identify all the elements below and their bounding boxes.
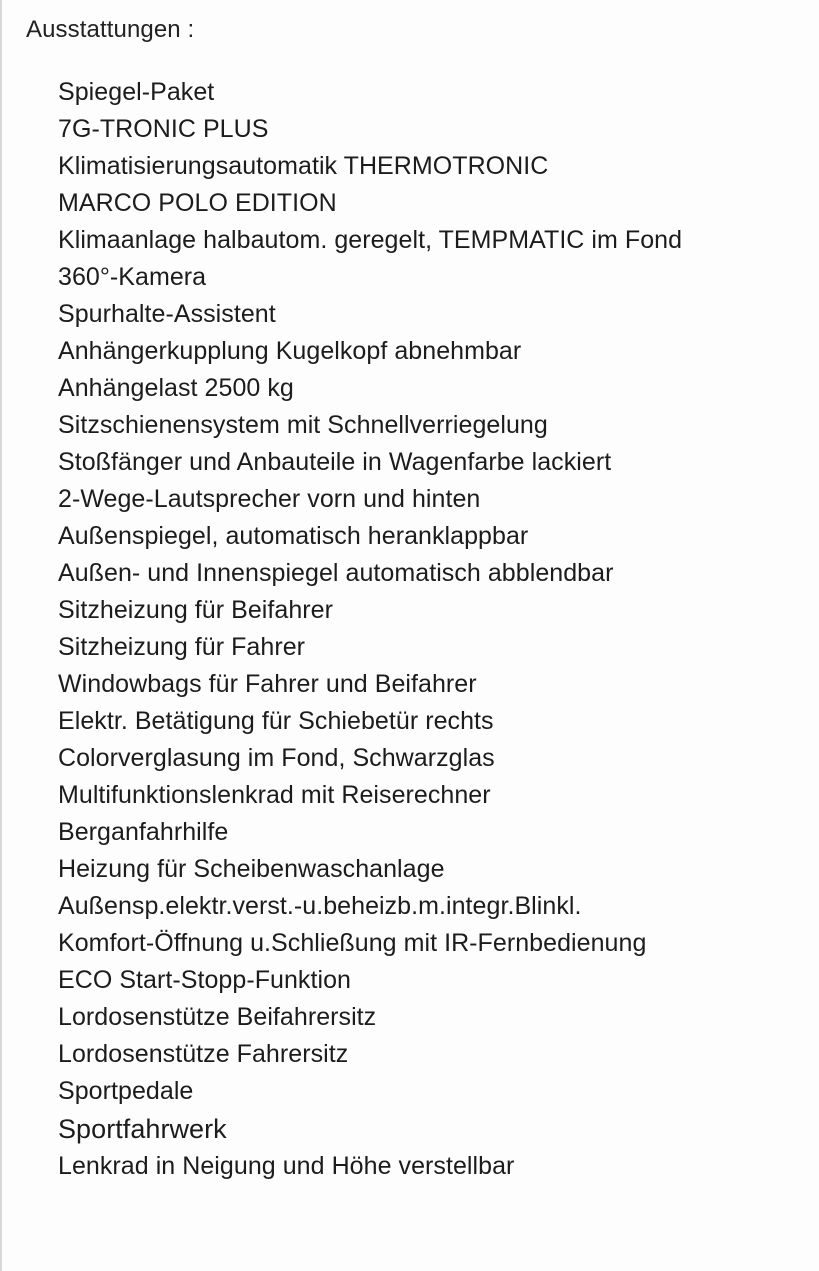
equipment-item: Komfort-Öffnung u.Schließung mit IR-Fernbedienung <box>58 929 647 957</box>
equipment-item: Sitzschienensystem mit Schnellverriegelung <box>58 411 548 439</box>
equipment-item: 2-Wege-Lautsprecher vorn und hinten <box>58 485 481 513</box>
equipment-item: Sportfahrwerk <box>58 1114 227 1144</box>
equipment-item: Sportpedale <box>58 1077 194 1105</box>
equipment-item: 360°-Kamera <box>58 263 207 291</box>
equipment-item: 7G-TRONIC PLUS <box>58 115 269 143</box>
equipment-item: Außensp.elektr.verst.-u.beheizb.m.integr.Blinkl. <box>58 892 582 920</box>
equipment-item: Windowbags für Fahrer und Beifahrer <box>58 670 477 698</box>
equipment-item: Lordosenstütze Fahrersitz <box>58 1040 349 1068</box>
equipment-item: Colorverglasung im Fond, Schwarzglas <box>58 744 495 772</box>
equipment-item: Klimatisierungsautomatik THERMOTRONIC <box>58 152 549 180</box>
equipment-item: Sitzheizung für Beifahrer <box>58 596 334 624</box>
equipment-item: Multifunktionslenkrad mit Reiserechner <box>58 781 491 809</box>
equipment-item: Elektr. Betätigung für Schiebetür rechts <box>58 707 494 735</box>
equipment-item: Anhängerkupplung Kugelkopf abnehmbar <box>58 337 522 365</box>
equipment-item: Spurhalte-Assistent <box>58 300 276 328</box>
equipment-item: Lordosenstütze Beifahrersitz <box>58 1003 377 1031</box>
equipment-item: Anhängelast 2500 kg <box>58 374 294 402</box>
equipment-item: Spiegel-Paket <box>58 78 215 106</box>
equipment-item: MARCO POLO EDITION <box>58 189 337 217</box>
equipment-item: Klimaanlage halbautom. geregelt, TEMPMATIC im Fond <box>58 226 683 254</box>
equipment-item: Lenkrad in Neigung und Höhe verstellbar <box>58 1152 515 1180</box>
equipment-item: Stoßfänger und Anbauteile in Wagenfarbe lackiert <box>58 448 612 476</box>
equipment-list <box>58 74 798 1185</box>
equipment-item: Außenspiegel, automatisch heranklappbar <box>58 522 529 550</box>
equipment-item: Außen- und Innenspiegel automatisch abblendbar <box>58 559 614 587</box>
equipment-item: Heizung für Scheibenwaschanlage <box>58 855 445 883</box>
equipment-item: Berganfahrhilfe <box>58 818 229 846</box>
section-heading: Ausstattungen : <box>26 16 195 43</box>
equipment-item: Sitzheizung für Fahrer <box>58 633 306 661</box>
equipment-item: ECO Start-Stopp-Funktion <box>58 966 351 994</box>
